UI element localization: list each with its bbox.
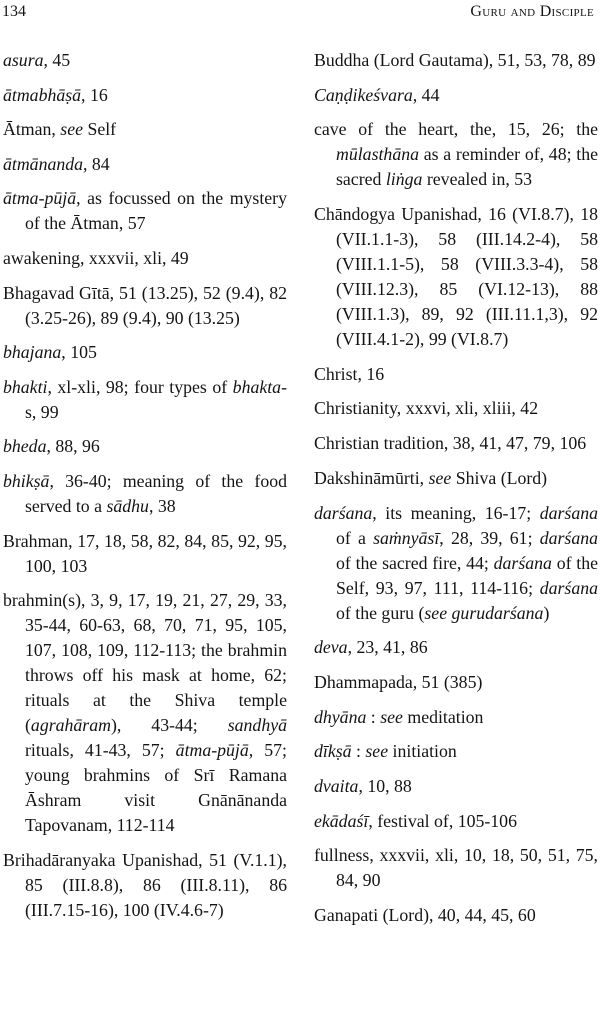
- index-entry: ātma-pūjā, as focussed on the mystery of the Ātman, 57: [3, 188, 287, 234]
- index-entry: Caṇḍikeśvara, 44: [314, 84, 440, 105]
- index-column-right: [314, 48, 598, 938]
- index-entry: dvaita, 10, 88: [314, 775, 412, 796]
- page-number: 134: [2, 3, 26, 20]
- index-entry: Ātman, see Self: [3, 119, 117, 140]
- index-entry: cave of the heart, the, 15, 26; the mūlasthāna as a reminder of, 48; the sacred liṅga revealed in, 53: [314, 119, 598, 190]
- index-entry: Dhammapada, 51 (385): [314, 671, 483, 692]
- index-entry: fullness, xxxvii, xli, 10, 18, 50, 51, 75, 84, 90: [314, 845, 598, 891]
- index-entry: bhikṣā, 36-40; meaning of the food served to a sādhu, 38: [3, 470, 287, 516]
- index-entry: Brahman, 17, 18, 58, 82, 84, 85, 92, 95, 100, 103: [3, 530, 287, 576]
- index-entry: ekādaśī, festival of, 105-106: [314, 810, 517, 831]
- index-entry: Christ, 16: [314, 363, 385, 384]
- index-entry: bhakti, xl-xli, 98; four types of bhakta-s, 99: [3, 376, 287, 422]
- index-entry: Christianity, xxxvi, xli, xliii, 42: [314, 398, 539, 419]
- index-entry: Ganapati (Lord), 40, 44, 45, 60: [314, 905, 536, 925]
- index-entry: darśana, its meaning, 16-17; darśana of a saṁnyāsī, 28, 39, 61; darśana of the sacred fire, 44; darśana of the Self, 93, 97, 111, 114-116; darśana of the guru (see gurudarśana): [314, 502, 598, 623]
- index-entry: awakening, xxxvii, xli, 49: [3, 247, 189, 268]
- index-entry: Christian tradition, 38, 41, 47, 79, 106: [314, 433, 587, 454]
- index-entry: asura, 45: [3, 50, 71, 70]
- index-entry: Buddha (Lord Gautama), 51, 53, 78, 89: [314, 50, 596, 70]
- index-entry: bhajana, 105: [3, 342, 97, 363]
- running-header: [0, 3, 600, 29]
- index-entry: deva, 23, 41, 86: [314, 637, 428, 658]
- index-entry: Bhagavad Gītā, 51 (13.25), 52 (9.4), 82 (3.25-26), 89 (9.4), 90 (13.25): [3, 282, 287, 328]
- index-entry: dīkṣā : see initiation: [314, 741, 457, 762]
- index-entry: Chāndogya Upanishad, 16 (VI.8.7), 18 (VII.1.1-3), 58 (III.14.2-4), 58 (VIII.1.1-5), 58 (VIII.3.3-4), 58 (VIII.12.3), 85 (VI.12-13), 88 (VIII.1.3), 89, 92 (III.11.1,3), 92 (VIII.4.1-2), 99 (VI.8.7): [314, 204, 598, 350]
- index-entry: Brihadāranyaka Upanishad, 51 (V.1.1), 85 (III.8.8), 86 (III.8.11), 86 (III.7.15-16), 100 (IV.4.6-7): [3, 849, 287, 920]
- index-entry: brahmin(s), 3, 9, 17, 19, 21, 27, 29, 33, 35-44, 60-63, 68, 70, 71, 95, 105, 107, 108, 109, 112-113; the brahmin throws off his mask at home, 62; rituals at the Shiva temple (agrahāram), 43-44; sandhyā rituals, 41-43, 57; ātma-pūjā, 57; young brahmins of Srī Ramana Āshram visit Gnānānanda Tapovanam, 112-114: [3, 590, 287, 836]
- index-entry: Dakshināmūrti, see Shiva (Lord): [314, 467, 548, 488]
- index-entry: ātmabhāṣā, 16: [3, 84, 108, 105]
- index-entry: dhyāna : see meditation: [314, 706, 484, 727]
- running-title: Guru and Disciple: [470, 3, 594, 20]
- index-column-left: [3, 48, 287, 932]
- index-entry: bheda, 88, 96: [3, 436, 100, 457]
- index-entry: ātmānanda, 84: [3, 153, 110, 174]
